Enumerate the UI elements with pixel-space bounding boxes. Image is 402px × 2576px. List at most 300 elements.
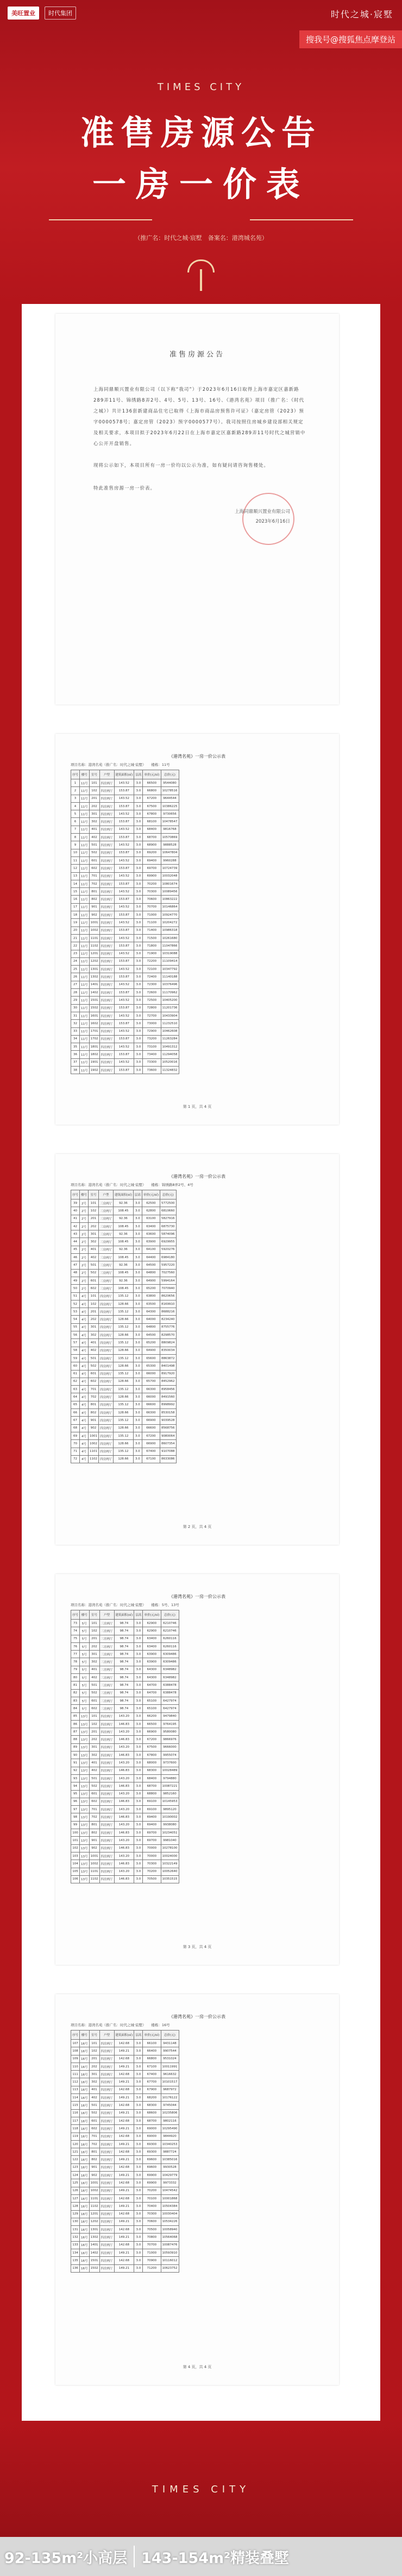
table-cell: 701 xyxy=(89,2133,99,2140)
table-cell: 四房两厅 xyxy=(99,2078,114,2086)
table-cell: 3.0 xyxy=(134,2187,143,2194)
table-cell: 66100 xyxy=(143,2040,161,2047)
table-row xyxy=(71,2148,179,2156)
table-cell: 11号 xyxy=(80,1020,90,1027)
table-cell: 3.0 xyxy=(133,1308,142,1316)
table-row xyxy=(71,1767,179,1774)
table-cell: 146.83 xyxy=(114,1782,134,1790)
table-cell: 13号 xyxy=(80,1752,90,1759)
table-cell: 11294058 xyxy=(161,1051,179,1058)
table-cell: 10863222 xyxy=(161,896,179,903)
table-cell: 7 xyxy=(71,826,80,833)
table-cell: 68000 xyxy=(143,1759,161,1767)
table-cell: 92.36 xyxy=(114,1200,134,1207)
table-row xyxy=(71,2249,179,2257)
table-cell: 四房两厅 xyxy=(99,1417,114,1424)
table-cell: 3.0 xyxy=(134,1821,143,1829)
table-cell: 502 xyxy=(89,849,99,856)
table-cell: 95 xyxy=(71,1790,80,1798)
table-cell: 70800 xyxy=(143,2234,161,2241)
table-cell: 402 xyxy=(89,834,99,841)
table-cell: 3.0 xyxy=(134,1027,143,1035)
table-cell: 3.0 xyxy=(133,1424,142,1432)
table-cell: 11号 xyxy=(80,880,90,887)
table-header-row xyxy=(71,1190,177,1200)
table-cell: 75 xyxy=(71,1635,80,1642)
notice-paragraph-2: 现将公示如下，本项目所有一房一价均以公示为准，如有疑问请咨询售楼处。 xyxy=(93,463,269,468)
table-cell: 9955074 xyxy=(161,1752,179,1759)
table-cell: 三房两厅 xyxy=(99,1254,114,1261)
table-cell: 104 xyxy=(71,1860,80,1868)
table-cell: 3.0 xyxy=(134,888,143,896)
column-header: 单价(元/㎡) xyxy=(143,2031,161,2040)
table-cell: 153.87 xyxy=(114,942,134,950)
table-cell: 68400 xyxy=(143,826,161,833)
table-cell: 3.0 xyxy=(134,2210,143,2218)
table-row xyxy=(71,795,179,802)
table-cell: 4号 xyxy=(80,1378,89,1385)
table-cell: 10351515 xyxy=(161,1875,179,1883)
table-cell: 16号 xyxy=(80,2109,90,2117)
table-cell: 72600 xyxy=(143,989,161,997)
table-cell: 128.66 xyxy=(114,1347,134,1354)
table-cell: 四房两厅 xyxy=(99,865,114,872)
table-cell: 62500 xyxy=(142,1200,160,1207)
notice-title: 准售房源公告 xyxy=(169,351,225,359)
table-cell: 153.87 xyxy=(114,880,134,887)
table-cell: 68 xyxy=(71,1424,80,1432)
table-cell: 3.0 xyxy=(134,2264,143,2272)
table-cell: 53 xyxy=(71,1308,80,1316)
table-cell: 10405200 xyxy=(161,997,179,1004)
table-cell: 143.52 xyxy=(114,779,134,787)
table-cell: 109 xyxy=(71,2055,80,2063)
table-cell: 1802 xyxy=(89,1051,99,1058)
table-cell: 6 xyxy=(71,818,80,826)
table-cell: 1601 xyxy=(89,1012,99,1019)
table-cell: 3.0 xyxy=(134,2125,143,2133)
table-cell: 四房两厅 xyxy=(99,934,114,942)
table-cell: 102 xyxy=(89,1207,99,1215)
table-cell: 901 xyxy=(89,903,99,911)
table-cell: 16号 xyxy=(80,2117,90,2124)
table-cell: 13号 xyxy=(80,1767,90,1774)
table-cell: 5号 xyxy=(80,1651,90,1658)
table-cell: 61 xyxy=(71,1370,80,1378)
table-cell: 66600 xyxy=(142,1424,160,1432)
table-cell: 8755776 xyxy=(160,1323,177,1331)
table-cell: 135.12 xyxy=(114,1323,134,1331)
table-cell: 110 xyxy=(71,2063,80,2070)
table-cell: 301 xyxy=(89,1230,99,1238)
table-cell: 302 xyxy=(89,1658,99,1666)
table-row xyxy=(71,1012,179,1019)
table-cell: 11号 xyxy=(80,795,90,802)
table-row xyxy=(71,2102,179,2109)
table-row xyxy=(71,1424,177,1432)
table-cell: 1101 xyxy=(89,934,99,942)
table-cell: 502 xyxy=(89,1269,99,1277)
table-cell: 143.52 xyxy=(114,826,134,833)
table-cell: 三房两厅 xyxy=(99,1666,114,1673)
table-cell: 89 xyxy=(71,1743,80,1751)
table-cell: 65 xyxy=(71,1401,80,1408)
table-cell: 602 xyxy=(89,2125,99,2133)
footer xyxy=(0,2421,402,2576)
price-sheet-4 xyxy=(55,1994,339,2385)
table-cell: 3.0 xyxy=(133,1432,142,1439)
wechat-follow-hint[interactable]: 搜我号@搜狐焦点摩登站 xyxy=(299,30,402,48)
table-cell: 9 xyxy=(71,841,80,849)
table-cell: 3.0 xyxy=(134,834,143,841)
table-cell: 10204272 xyxy=(161,919,179,927)
table-cell: 802 xyxy=(89,1409,99,1417)
table-cell: 三房两厅 xyxy=(99,1682,114,1689)
table-row xyxy=(71,1269,177,1277)
table-row xyxy=(71,2078,179,2086)
partner-logo: 时代集团 xyxy=(45,7,76,20)
table-cell: 16号 xyxy=(80,2241,90,2249)
table-cell: 13 xyxy=(71,872,80,880)
table-cell: 102 xyxy=(89,1300,99,1308)
table-cell: 602 xyxy=(89,1378,99,1385)
table-header-row xyxy=(71,1610,179,1620)
product-banner xyxy=(0,2537,402,2576)
table-cell: 18 xyxy=(71,911,80,919)
table-cell: 三房两厅 xyxy=(99,1215,114,1222)
table-cell: 3.0 xyxy=(134,2086,143,2093)
table-cell: 3.0 xyxy=(133,1440,142,1448)
table-cell: 118 xyxy=(71,2125,80,2133)
table-cell: 四房两厅 xyxy=(99,2203,114,2210)
table-cell: 66500 xyxy=(143,779,161,787)
table-cell: 143.20 xyxy=(114,1837,134,1844)
table-cell: 69700 xyxy=(143,865,161,872)
table-cell: 四房两厅 xyxy=(99,2125,114,2133)
table-cell: 13号 xyxy=(80,1759,90,1767)
table-cell: 201 xyxy=(89,1728,99,1736)
table-row xyxy=(71,2226,179,2234)
table-cell: 501 xyxy=(89,841,99,849)
table-cell: 四房两厅 xyxy=(99,997,114,1004)
table-cell: 10322149 xyxy=(161,1860,179,1868)
table-cell: 201 xyxy=(89,1635,99,1642)
table-cell: 143.20 xyxy=(114,1806,134,1813)
table-cell: 70700 xyxy=(143,2241,161,2249)
table-cell: 10001868 xyxy=(161,2194,179,2202)
table-row xyxy=(71,2055,179,2063)
table-cell: 3.0 xyxy=(134,2040,143,2047)
table-cell: 202 xyxy=(89,1642,99,1650)
table-cell: 11号 xyxy=(80,1058,90,1066)
table-cell: 13号 xyxy=(80,1844,90,1852)
table-cell: 107 xyxy=(71,2040,80,2047)
table-cell: 10028489 xyxy=(161,1767,179,1774)
table-cell: 602 xyxy=(89,1798,99,1805)
table-cell: 5号 xyxy=(80,1658,90,1666)
table-cell: 114 xyxy=(71,2094,80,2102)
table-cell: 13号 xyxy=(80,1837,90,1844)
table-cell: 902 xyxy=(89,1424,99,1432)
table-row xyxy=(71,1378,177,1385)
table-cell: 三房两厅 xyxy=(99,1642,114,1650)
table-cell: 11号 xyxy=(80,787,90,795)
table-cell: 68900 xyxy=(143,841,161,849)
table-cell: 102 xyxy=(89,1627,99,1635)
table-cell: 1801 xyxy=(89,1043,99,1051)
table-cell: 四房两厅 xyxy=(99,818,114,826)
table-cell: 153.87 xyxy=(114,802,134,810)
table-cell: 30 xyxy=(71,1004,80,1012)
table-cell: 136 xyxy=(71,2264,80,2272)
table-cell: 四房两厅 xyxy=(99,903,114,911)
table-cell: 11号 xyxy=(80,973,90,981)
sheet-subtitle: 项目名称：港湾名苑（推广名：时代之城·宸墅） 楼栋：锦绣路8弄2号、4号 xyxy=(71,1183,193,1187)
table-cell: 1101 xyxy=(89,2194,99,2202)
column-header: 序号 xyxy=(71,770,80,779)
column-header: 序号 xyxy=(71,1190,80,1200)
table-cell: 10478547 xyxy=(161,818,179,826)
table-cell: 3.0 xyxy=(134,1759,143,1767)
table-cell: 70200 xyxy=(143,2187,161,2194)
table-cell: 3.0 xyxy=(133,1370,142,1378)
table-cell: 3.0 xyxy=(134,1689,143,1697)
table-cell: 79 xyxy=(71,1666,80,1673)
table-cell: 802 xyxy=(89,1829,99,1837)
table-cell: 5号 xyxy=(80,1642,90,1650)
table-cell: 11号 xyxy=(80,911,90,919)
table-cell: 3.0 xyxy=(134,2063,143,2070)
table-cell: 3.0 xyxy=(134,1658,143,1666)
table-cell: 四房两厅 xyxy=(99,2249,114,2257)
table-cell: 100 xyxy=(71,1829,80,1837)
table-cell: 四房两厅 xyxy=(99,2226,114,2234)
table-cell: 13号 xyxy=(80,1852,90,1860)
table-row xyxy=(71,1254,177,1261)
table-cell: 56 xyxy=(71,1331,80,1339)
table-cell: 四房两厅 xyxy=(99,950,114,957)
table-cell: 101 xyxy=(89,1292,99,1300)
table-cell: 8620656 xyxy=(160,1292,177,1300)
table-cell: 1002 xyxy=(89,1440,99,1448)
table-row xyxy=(71,779,179,787)
table-row xyxy=(71,1736,179,1743)
banner-divider xyxy=(134,2546,135,2567)
table-cell: 81 xyxy=(71,1682,80,1689)
table-cell: 153.87 xyxy=(114,1035,134,1043)
table-cell: 三房两厅 xyxy=(99,1697,114,1704)
table-cell: 6875730 xyxy=(160,1222,177,1230)
table-cell: 33 xyxy=(71,1027,80,1035)
table-cell: 四房两厅 xyxy=(99,2040,114,2047)
sheet-subtitle: 项目名称：港湾名苑（推广名：时代之城·宸墅） 楼栋：16号 xyxy=(71,2023,170,2027)
table-cell: 16号 xyxy=(80,2156,90,2163)
table-cell: 143.52 xyxy=(114,795,134,802)
table-cell: 四房两厅 xyxy=(99,2086,114,2093)
table-cell: 69700 xyxy=(143,1837,161,1844)
table-cell: 67900 xyxy=(143,2086,161,2093)
table-cell: 16号 xyxy=(80,2140,90,2148)
sheet-title: 《港湾名苑》一房一价公示表 xyxy=(169,1594,225,1599)
table-cell: 55 xyxy=(71,1323,80,1331)
table-cell: 143.52 xyxy=(114,934,134,942)
table-cell: 11号 xyxy=(80,927,90,934)
table-cell: 3.0 xyxy=(133,1207,142,1215)
table-cell: 143.52 xyxy=(114,1058,134,1066)
table-cell: 四房两厅 xyxy=(99,1362,114,1370)
table-cell: 4号 xyxy=(80,1354,89,1362)
column-header: 户型 xyxy=(99,1190,114,1200)
table-cell: 66 xyxy=(71,1409,80,1417)
table-row xyxy=(71,2094,179,2102)
table-cell: 35 xyxy=(71,1043,80,1051)
table-row xyxy=(71,942,179,950)
table-row xyxy=(71,834,179,841)
table-cell: 10087221 xyxy=(161,1782,179,1790)
table-cell: 3.0 xyxy=(134,997,143,1004)
table-cell: 6427974 xyxy=(161,1697,179,1704)
table-cell: 128 xyxy=(71,2203,80,2210)
table-cell: 3.0 xyxy=(134,2234,143,2241)
table-cell: 69400 xyxy=(143,1813,161,1821)
table-cell: 62 xyxy=(71,1378,80,1385)
table-cell: 10570869 xyxy=(161,834,179,841)
table-cell: 132 xyxy=(71,2234,80,2241)
table-cell: 1501 xyxy=(89,2257,99,2264)
table-cell: 10030404 xyxy=(161,2210,179,2218)
table-cell: 四房两厅 xyxy=(99,1455,114,1463)
table-cell: 111 xyxy=(71,2071,80,2078)
table-cell: 64800 xyxy=(142,1323,160,1331)
table-cell: 66900 xyxy=(143,1728,161,1736)
table-cell: 9431148 xyxy=(161,2040,179,2047)
table-cell: 11324832 xyxy=(161,1066,179,1074)
table-row xyxy=(71,950,179,957)
table-cell: 三房两厅 xyxy=(99,1207,114,1215)
table-cell: 66300 xyxy=(142,1409,160,1417)
table-cell: 84 xyxy=(71,1705,80,1712)
table-row xyxy=(71,2203,179,2210)
table-cell: 5994164 xyxy=(160,1277,177,1284)
table-cell: 135.12 xyxy=(114,1339,134,1347)
table-cell: 902 xyxy=(89,2172,99,2179)
table-cell: 602 xyxy=(89,1705,99,1712)
table-cell: 63 xyxy=(71,1386,80,1393)
table-cell: 4号 xyxy=(80,1339,89,1347)
table-cell: 142.68 xyxy=(114,2133,134,2140)
table-row xyxy=(71,1728,179,1736)
table-cell: 5号 xyxy=(80,1635,90,1642)
table-cell: 4号 xyxy=(80,1331,89,1339)
table-row xyxy=(71,1316,177,1323)
table-cell: 10724739 xyxy=(161,865,179,872)
table-cell: 3.0 xyxy=(133,1277,142,1284)
table-cell: 3.0 xyxy=(133,1285,142,1292)
table-cell: 108.45 xyxy=(114,1238,134,1246)
table-cell: 135.12 xyxy=(114,1292,134,1300)
table-row xyxy=(71,1354,177,1362)
table-cell: 四房两厅 xyxy=(99,981,114,988)
developer-logo: 美旺置业 xyxy=(8,7,39,20)
table-cell: 69600 xyxy=(143,2163,161,2171)
table-cell: 11170962 xyxy=(161,989,179,997)
table-row xyxy=(71,1837,179,1844)
table-row xyxy=(71,1705,179,1712)
table-cell: 70 xyxy=(71,1440,80,1448)
sheet-title: 《港湾名苑》一房一价公示表 xyxy=(169,2014,225,2019)
table-cell: 2号 xyxy=(80,1238,89,1246)
table-cell: 四房两厅 xyxy=(99,919,114,927)
table-cell: 98 xyxy=(71,1813,80,1821)
table-cell: 64900 xyxy=(142,1277,160,1284)
table-cell: 63400 xyxy=(143,1642,161,1650)
table-cell: 3.0 xyxy=(134,1635,143,1642)
table-cell: 4号 xyxy=(80,1455,89,1463)
table-cell: 66300 xyxy=(142,1386,160,1393)
column-header: 单价(元/㎡) xyxy=(142,1190,160,1200)
table-cell: 4号 xyxy=(80,1409,89,1417)
table-cell: 10986318 xyxy=(161,927,179,934)
table-cell: 四房两厅 xyxy=(99,880,114,887)
table-cell: 13号 xyxy=(80,1813,90,1821)
table-cell: 96 xyxy=(71,1798,80,1805)
table-cell: 73200 xyxy=(143,1035,161,1043)
table-cell: 3.0 xyxy=(134,1620,143,1627)
table-cell: 1401 xyxy=(89,981,99,988)
table-cell: 128.66 xyxy=(114,1316,134,1323)
table-cell: 10101517 xyxy=(161,2078,179,2086)
table-cell: 16号 xyxy=(80,2172,90,2179)
table-row xyxy=(71,2040,179,2047)
table-cell: 72900 xyxy=(143,1027,161,1035)
table-cell: 45 xyxy=(71,1246,80,1253)
column-header: 序号 xyxy=(71,1610,80,1620)
table-cell: 1202 xyxy=(89,2218,99,2225)
table-cell: 67800 xyxy=(143,810,161,818)
table-cell: 3.0 xyxy=(134,896,143,903)
table-cell: 四房两厅 xyxy=(99,1401,114,1408)
table-cell: 8809824 xyxy=(160,1339,177,1347)
table-cell: 98.74 xyxy=(114,1705,134,1712)
table-cell: 401 xyxy=(89,1339,99,1347)
table-cell: 37 xyxy=(71,1058,80,1066)
table-cell: 115 xyxy=(71,2102,80,2109)
table-cell: 3.0 xyxy=(134,1627,143,1635)
table-cell: 11109414 xyxy=(161,957,179,965)
table-cell: 四房两厅 xyxy=(99,1767,114,1774)
table-cell: 13号 xyxy=(80,1728,90,1736)
table-cell: 135 xyxy=(71,2257,80,2264)
column-header: 建筑面积(㎡) xyxy=(114,2031,134,2040)
table-cell: 66800 xyxy=(143,787,161,795)
table-cell: 1102 xyxy=(89,2203,99,2210)
table-cell: 四房两厅 xyxy=(99,1378,114,1385)
table-cell: 64400 xyxy=(142,1254,160,1261)
table-cell: 11号 xyxy=(80,856,90,864)
table-cell: 70000 xyxy=(143,1844,161,1852)
table-cell: 1402 xyxy=(89,989,99,997)
table-cell: 2 xyxy=(71,787,80,795)
table-cell: 402 xyxy=(89,1254,99,1261)
table-cell: 128.66 xyxy=(114,1455,134,1463)
table-cell: 四房两厅 xyxy=(99,1813,114,1821)
table-cell: 301 xyxy=(89,1743,99,1751)
table-cell: 401 xyxy=(89,2086,99,2093)
table-cell: 63900 xyxy=(143,1651,161,1658)
table-cell: 四房两厅 xyxy=(99,1837,114,1844)
table-cell: 71000 xyxy=(143,2249,161,2257)
table-cell: 10462608 xyxy=(161,1027,179,1035)
